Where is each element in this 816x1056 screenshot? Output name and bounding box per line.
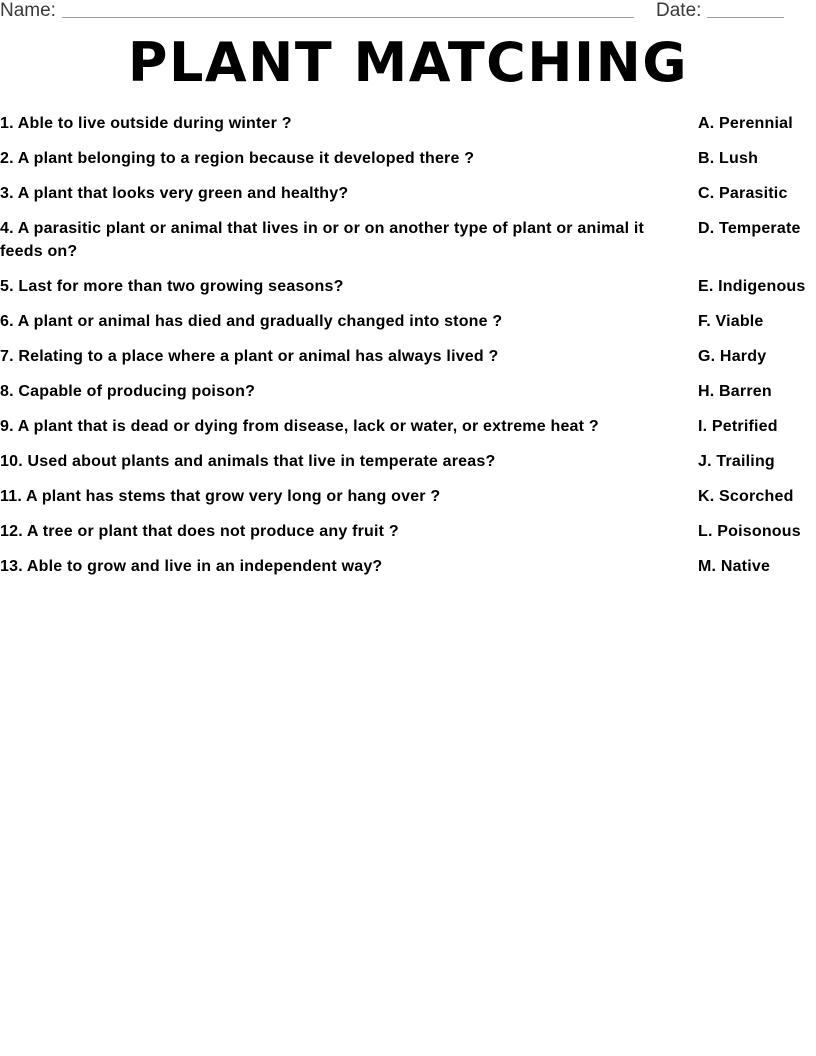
- question-text: 11. A plant has stems that grow very long or hang over ?: [0, 488, 441, 505]
- answer-option: A. Perennial: [698, 115, 793, 132]
- question-text: 12. A tree or plant that does not produce any fruit ?: [0, 523, 399, 540]
- matching-row: [0, 275, 816, 298]
- matching-row: [0, 217, 816, 263]
- matching-row: [0, 112, 816, 135]
- question-text: 7. Relating to a place where a plant or animal has always lived ?: [0, 348, 499, 365]
- question-text: 13. Able to grow and live in an independent way?: [0, 558, 383, 575]
- answer-option: E. Indigenous: [698, 278, 806, 295]
- answer-option: H. Barren: [698, 383, 772, 400]
- question-text: 4. A parasitic plant or animal that lives in or or on another type of plant or animal it feeds on?: [0, 220, 645, 260]
- matching-row: [0, 310, 816, 333]
- answer-option: F. Viable: [698, 313, 764, 330]
- page-title: PLANT MATCHING: [127, 31, 689, 94]
- matching-row: [0, 520, 816, 543]
- answer-option: M. Native: [698, 558, 771, 575]
- answer-option: K. Scorched: [698, 488, 794, 505]
- question-text: 9. A plant that is dead or dying from disease, lack or water, or extreme heat ?: [0, 418, 599, 435]
- matching-row: [0, 147, 816, 170]
- question-text: 1. Able to live outside during winter ?: [0, 115, 292, 132]
- answer-option: J. Trailing: [698, 453, 775, 470]
- name-label: Name:: [0, 0, 56, 21]
- name-blank-line: [62, 17, 634, 18]
- matching-list: [0, 112, 816, 590]
- answer-option: B. Lush: [698, 150, 759, 167]
- question-text: 10. Used about plants and animals that live in temperate areas?: [0, 453, 496, 470]
- question-text: 8. Capable of producing poison?: [0, 383, 256, 400]
- answer-option: I. Petrified: [698, 418, 778, 435]
- answer-option: L. Poisonous: [698, 523, 801, 540]
- matching-row: [0, 345, 816, 368]
- question-text: 6. A plant or animal has died and gradually changed into stone ?: [0, 313, 503, 330]
- matching-row: [0, 485, 816, 508]
- answer-option: D. Temperate: [698, 220, 801, 237]
- answer-option: C. Parasitic: [698, 185, 788, 202]
- date-label: Date:: [656, 0, 702, 21]
- matching-row: [0, 182, 816, 205]
- question-text: 2. A plant belonging to a region because it developed there ?: [0, 150, 475, 167]
- matching-row: [0, 380, 816, 403]
- matching-row: [0, 415, 816, 438]
- date-blank-line: [707, 17, 784, 18]
- answer-option: G. Hardy: [698, 348, 767, 365]
- matching-row: [0, 450, 816, 473]
- question-text: 5. Last for more than two growing seasons?: [0, 278, 344, 295]
- worksheet-header: [0, 0, 816, 24]
- matching-row: [0, 555, 816, 578]
- question-text: 3. A plant that looks very green and healthy?: [0, 185, 349, 202]
